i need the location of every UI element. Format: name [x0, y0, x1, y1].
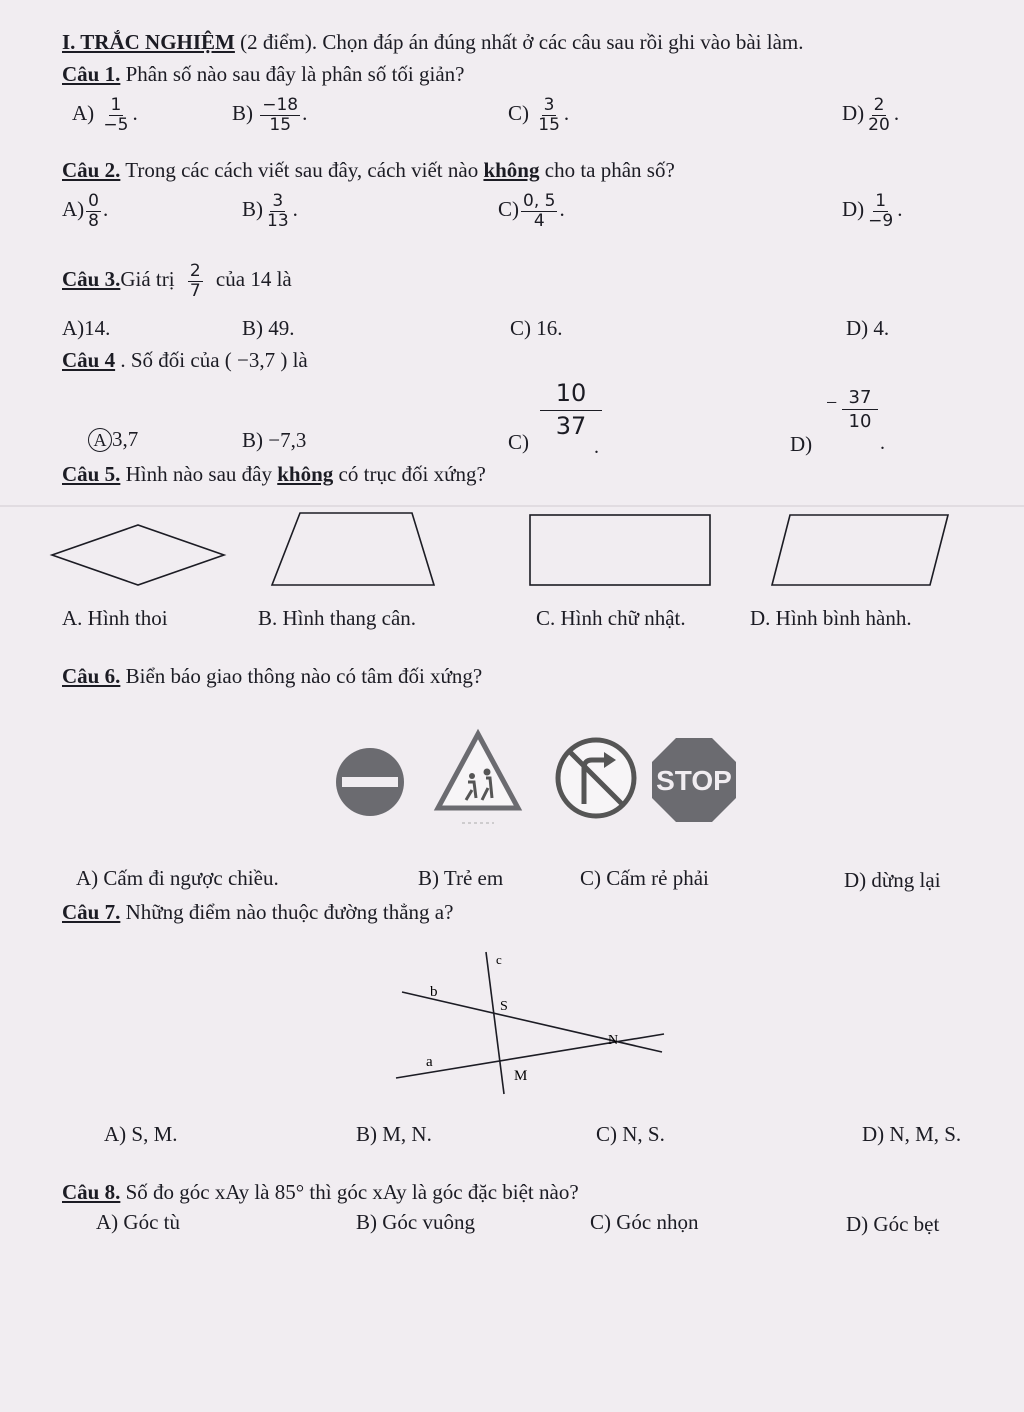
label-b: b — [430, 984, 438, 1000]
question-4-label: Câu 4 — [62, 348, 116, 372]
no-right-turn-sign-icon — [558, 740, 634, 816]
question-7-label: Câu 7. — [62, 900, 121, 924]
question-6-label: Câu 6. — [62, 664, 121, 688]
q4-option-d-period: . — [880, 432, 885, 454]
section-header — [62, 30, 804, 55]
q6-traffic-signs — [0, 728, 1024, 838]
q2-c-num: 0, 5 — [523, 191, 556, 211]
q2-b-num: 3 — [272, 191, 284, 211]
section-instructions: (2 điểm). Chọn đáp án đúng nhất ở các câu sau rồi ghi vào bài làm. — [234, 30, 804, 54]
question-7 — [62, 900, 453, 925]
q4-c-den: 37 — [555, 412, 587, 440]
no-entry-sign-icon — [336, 748, 404, 816]
question-5-emphasis: không — [277, 462, 334, 486]
q1-option-d-fraction — [866, 96, 892, 134]
question-4 — [62, 348, 308, 373]
q4-option-a — [88, 427, 138, 452]
q1-option-b-letter: B) — [232, 101, 253, 125]
stop-sign-icon — [652, 738, 736, 822]
q7-option-a: A) S, M. — [104, 1122, 178, 1146]
rhombus-shape — [52, 525, 224, 585]
q2-option-d-fraction — [866, 192, 895, 230]
q4-option-c-fraction — [540, 378, 602, 441]
q2-option-c-fraction — [521, 192, 557, 230]
question-3 — [62, 262, 292, 300]
label-s: S — [500, 999, 508, 1014]
question-5-text-after: có trục đối xứng? — [333, 462, 486, 486]
q5-option-c: C. Hình chữ nhật. — [536, 606, 686, 630]
question-2-label: Câu 2. — [62, 158, 121, 182]
q6-option-d: D) dừng lại — [844, 868, 941, 892]
question-1-text: Phân số nào sau đây là phân số tối giản? — [120, 62, 465, 86]
question-3-text-after: của 14 là — [215, 267, 292, 291]
line-b — [402, 992, 662, 1052]
label-m: M — [514, 1068, 528, 1084]
q1-option-c: C) $\frac{3}{15}$ . — [508, 95, 570, 135]
q1-option-a: A) $\frac{1}{-5}$ . — [72, 95, 138, 135]
q3-option-a: A)14. — [62, 316, 111, 340]
q2-option-c-letter: C) — [498, 197, 519, 221]
section-title: I. TRẮC NGHIỆM — [62, 30, 235, 54]
line-a — [396, 1034, 664, 1078]
label-n: N — [608, 1033, 619, 1048]
q8-option-c: C) Góc nhọn — [590, 1210, 699, 1234]
q1-a-num: 1 — [110, 95, 122, 115]
q3-option-c: C) 16. — [510, 316, 563, 340]
q4-option-c-letter: C) — [508, 430, 529, 454]
question-4-text: . Số đối của ( −3,7 ) là — [115, 348, 308, 372]
question-3-fraction — [188, 262, 203, 300]
question-6 — [62, 664, 482, 689]
q8-option-b: B) Góc vuông — [356, 1210, 475, 1234]
q1-a-den: −5 — [103, 114, 129, 135]
q6-option-c: C) Cấm rẻ phải — [580, 866, 709, 890]
question-8-angle: 85° — [274, 1180, 305, 1204]
q3-frac-den: 7 — [189, 280, 201, 301]
q5-option-d: D. Hình bình hành. — [750, 606, 912, 630]
q8-option-d: D) Góc bẹt — [846, 1212, 940, 1236]
q2-d-den: −9 — [868, 210, 894, 231]
question-5 — [62, 462, 486, 487]
q2-option-a: A) $\frac{0}{8}$ . — [62, 191, 109, 231]
q4-option-a-circled-letter: A — [88, 428, 112, 452]
q2-c-den: 4 — [533, 210, 545, 231]
q5-option-a: A. Hình thoi — [62, 606, 168, 630]
q7-option-b: B) M, N. — [356, 1122, 432, 1146]
q2-option-b: B) $\frac{3}{13}$ . — [242, 191, 298, 231]
q3-option-b: B) 49. — [242, 316, 295, 340]
q3-frac-num: 2 — [189, 261, 201, 281]
question-1-label: Câu 1. — [62, 62, 121, 86]
question-8-label: Câu 8. — [62, 1180, 121, 1204]
q2-a-num: 0 — [88, 191, 99, 211]
q1-b-den: 15 — [269, 114, 292, 135]
rectangle-shape — [530, 515, 710, 585]
question-3-text-before: Giá trị — [120, 267, 175, 291]
question-6-text: Biển báo giao thông nào có tâm đối xứng? — [120, 664, 483, 688]
q7-option-c: C) N, S. — [596, 1122, 665, 1146]
isosceles-trapezoid-shape — [272, 513, 434, 585]
label-a: a — [426, 1054, 433, 1070]
q1-c-den: 15 — [538, 114, 560, 135]
q1-option-b: B) $\frac{-18}{15}$ . — [232, 95, 308, 135]
question-7-text: Những điểm nào thuộc đường thẳng a? — [120, 900, 454, 924]
q6-option-b: B) Trẻ em — [418, 866, 504, 890]
question-2-emphasis: không — [483, 158, 540, 182]
q4-option-d-fraction — [842, 386, 878, 434]
q6-option-a: A) Cấm đi ngược chiều. — [76, 866, 279, 890]
q1-d-den: 20 — [868, 114, 890, 135]
q2-b-den: 13 — [267, 210, 289, 231]
q1-option-a-letter: A) — [72, 101, 95, 125]
stop-sign-text: STOP — [656, 765, 732, 796]
question-2-text-after: cho ta phân số? — [539, 158, 675, 182]
q4-d-num: 37 — [842, 386, 878, 410]
q1-option-a-fraction — [101, 96, 130, 134]
label-c: c — [496, 952, 502, 967]
question-5-label: Câu 5. — [62, 462, 121, 486]
question-2-text-before: Trong các cách viết sau đây, cách viết nào — [120, 158, 484, 182]
q1-option-d: D) $\frac{2}{20}$ . — [842, 95, 900, 135]
question-8 — [62, 1180, 579, 1205]
q1-option-c-letter: C) — [508, 101, 529, 125]
q7-lines-figure — [390, 948, 730, 1098]
question-8-text-after: thì góc xAy là góc đặc biệt nào? — [304, 1180, 579, 1204]
q2-option-b-fraction — [265, 192, 291, 230]
q5-option-b: B. Hình thang cân. — [258, 606, 417, 630]
parallelogram-shape — [772, 515, 948, 585]
q2-d-num: 1 — [875, 191, 887, 211]
q2-option-b-letter: B) — [242, 197, 263, 221]
q1-option-b-fraction — [260, 96, 300, 134]
q1-d-num: 2 — [873, 95, 885, 115]
q2-a-den: 8 — [88, 210, 99, 231]
q1-b-num: −18 — [262, 95, 299, 115]
question-3-label: Câu 3. — [62, 267, 121, 291]
q4-option-d-letter: D) — [790, 432, 813, 456]
q4-d-den: 10 — [848, 411, 872, 433]
q2-option-d-letter: D) — [842, 197, 865, 221]
question-2 — [62, 158, 675, 183]
question-8-text-before: Số đo góc xAy là — [120, 1180, 275, 1204]
q1-c-num: 3 — [543, 95, 555, 115]
line-c — [486, 952, 504, 1094]
q3-option-d: D) 4. — [846, 316, 890, 340]
question-5-text-before: Hình nào sau đây — [120, 462, 278, 486]
q1-option-c-fraction — [536, 96, 562, 134]
q7-option-d: D) N, M, S. — [862, 1122, 962, 1146]
children-crossing-sign-icon — [438, 734, 518, 823]
q5-shapes — [0, 505, 1024, 605]
q4-option-a-value: 3,7 — [112, 427, 139, 451]
question-1 — [62, 62, 464, 87]
q8-option-a: A) Góc tù — [96, 1210, 180, 1234]
q2-option-d: D) $\frac{1}{-9}$ . — [842, 191, 903, 231]
q4-option-d-sign: − — [826, 392, 838, 414]
q1-option-d-letter: D) — [842, 101, 865, 125]
q4-option-c-period: . — [594, 436, 599, 458]
q2-option-a-letter: A) — [62, 197, 85, 221]
q4-option-b: B) −7,3 — [242, 428, 307, 452]
q2-option-c: C) $\frac{0, 5}{4}$ . — [498, 191, 565, 231]
q2-option-a-fraction — [86, 192, 101, 230]
q4-c-num: 10 — [540, 378, 602, 411]
